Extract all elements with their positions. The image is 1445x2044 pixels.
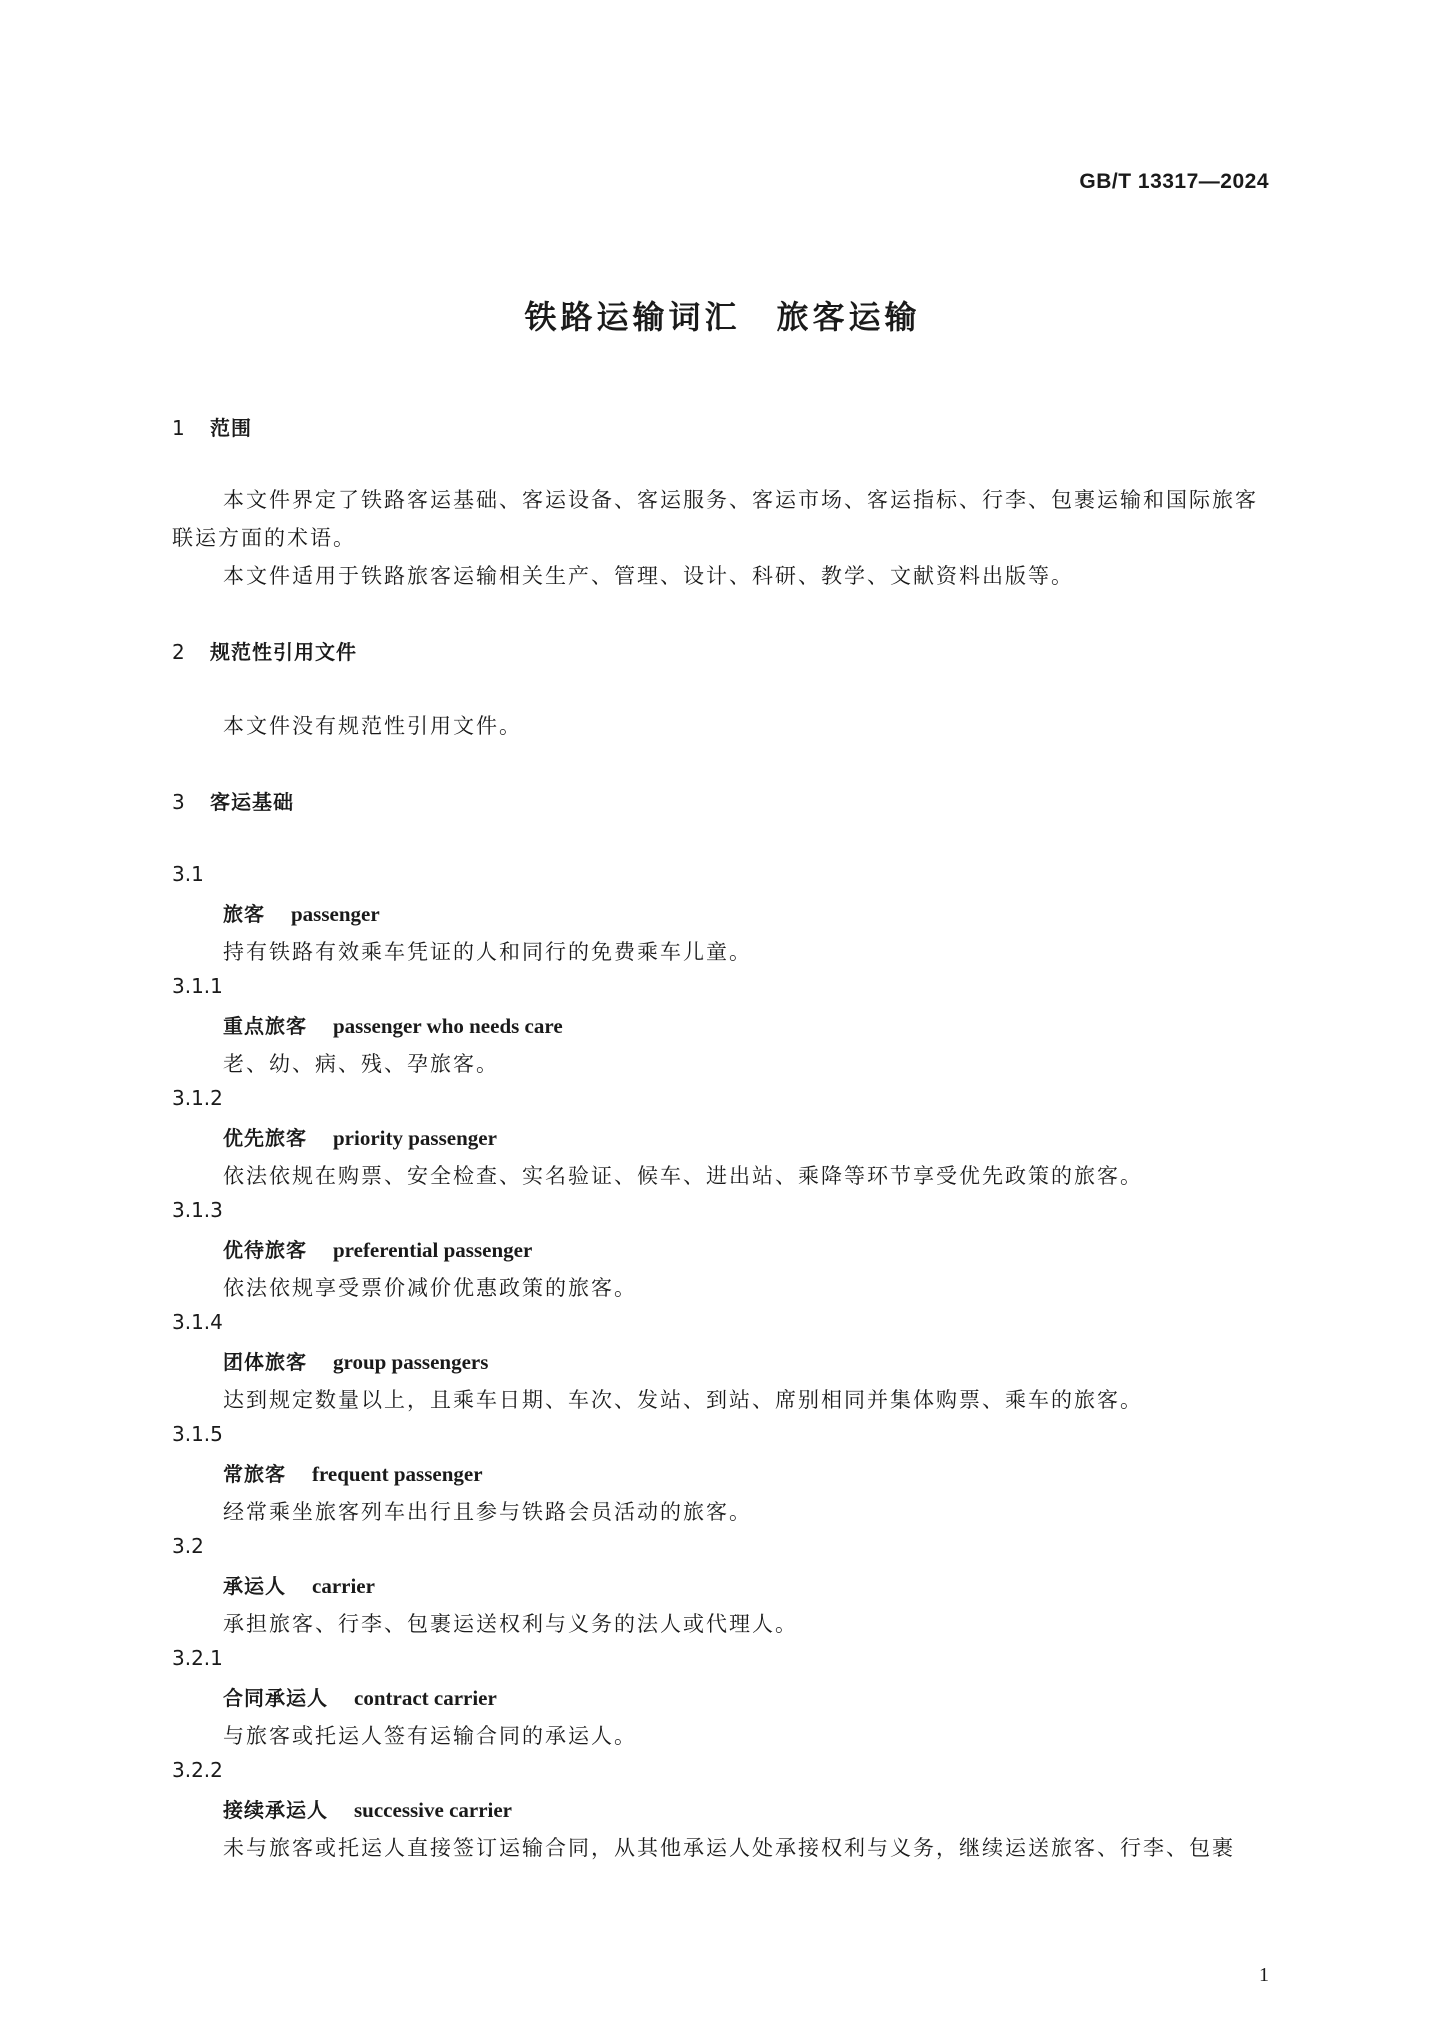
section-number: 1 bbox=[172, 416, 186, 440]
section-title: 规范性引用文件 bbox=[210, 640, 357, 664]
term-number: 3.2.2 bbox=[172, 1758, 223, 1782]
section-number: 3 bbox=[172, 790, 186, 814]
term-zh: 团体旅客 bbox=[223, 1350, 307, 1374]
document-title: 铁路运输词汇 旅客运输 bbox=[524, 298, 921, 336]
term-en: group passengers bbox=[333, 1350, 489, 1374]
term-number: 3.1.1 bbox=[172, 974, 223, 998]
section-heading-2 bbox=[172, 636, 357, 665]
term-entry bbox=[223, 1570, 375, 1599]
term-entry bbox=[223, 1458, 483, 1487]
term-number: 3.2.1 bbox=[172, 1646, 223, 1670]
term-zh: 重点旅客 bbox=[223, 1014, 307, 1038]
term-entry bbox=[223, 1010, 563, 1039]
term-zh: 常旅客 bbox=[223, 1462, 286, 1486]
term-definition: 老、幼、病、残、孕旅客。 bbox=[223, 1052, 499, 1076]
term-en: frequent passenger bbox=[312, 1462, 483, 1486]
section-number: 2 bbox=[172, 640, 186, 664]
term-definition: 与旅客或托运人签有运输合同的承运人。 bbox=[223, 1724, 637, 1748]
term-number: 3.1.2 bbox=[172, 1086, 223, 1110]
term-entry bbox=[223, 1234, 532, 1263]
scope-paragraph-1-cont: 联运方面的术语。 bbox=[172, 526, 356, 550]
term-zh: 接续承运人 bbox=[223, 1798, 328, 1822]
term-zh: 承运人 bbox=[223, 1574, 286, 1598]
section-title: 范围 bbox=[210, 416, 252, 440]
scope-paragraph-2: 本文件适用于铁路旅客运输相关生产、管理、设计、科研、教学、文献资料出版等。 bbox=[223, 564, 1074, 588]
term-number: 3.1 bbox=[172, 862, 204, 886]
term-zh: 旅客 bbox=[223, 902, 265, 926]
term-en: priority passenger bbox=[333, 1126, 497, 1150]
term-definition: 达到规定数量以上，且乘车日期、车次、发站、到站、席别相同并集体购票、乘车的旅客。 bbox=[223, 1388, 1143, 1412]
term-number: 3.1.3 bbox=[172, 1198, 223, 1222]
term-number: 3.2 bbox=[172, 1534, 204, 1558]
term-en: passenger who needs care bbox=[333, 1014, 563, 1038]
term-entry bbox=[223, 1122, 497, 1151]
term-entry bbox=[223, 1794, 512, 1823]
term-en: contract carrier bbox=[354, 1686, 497, 1710]
term-en: successive carrier bbox=[354, 1798, 513, 1822]
page-number: 1 bbox=[1259, 1964, 1269, 1986]
term-definition: 未与旅客或托运人直接签订运输合同，从其他承运人处承接权利与义务，继续运送旅客、行李、包裹 bbox=[223, 1836, 1235, 1860]
term-entry bbox=[223, 1346, 488, 1375]
section-heading-1 bbox=[172, 412, 252, 441]
normative-paragraph: 本文件没有规范性引用文件。 bbox=[223, 714, 522, 738]
term-definition: 依法依规在购票、安全检查、实名验证、候车、进出站、乘降等环节享受优先政策的旅客。 bbox=[223, 1164, 1143, 1188]
term-definition: 经常乘坐旅客列车出行且参与铁路会员活动的旅客。 bbox=[223, 1500, 752, 1524]
term-definition: 依法依规享受票价减价优惠政策的旅客。 bbox=[223, 1276, 637, 1300]
term-definition: 持有铁路有效乘车凭证的人和同行的免费乘车儿童。 bbox=[223, 940, 752, 964]
term-zh: 优先旅客 bbox=[223, 1126, 307, 1150]
term-definition: 承担旅客、行李、包裹运送权利与义务的法人或代理人。 bbox=[223, 1612, 798, 1636]
term-entry bbox=[223, 1682, 497, 1711]
term-number: 3.1.5 bbox=[172, 1422, 223, 1446]
standard-code: GB/T 13317—2024 bbox=[1079, 170, 1269, 193]
term-zh: 合同承运人 bbox=[223, 1686, 328, 1710]
term-number: 3.1.4 bbox=[172, 1310, 223, 1334]
term-en: preferential passenger bbox=[333, 1238, 533, 1262]
term-en: carrier bbox=[312, 1574, 375, 1598]
section-heading-3 bbox=[172, 786, 294, 815]
scope-paragraph-1: 本文件界定了铁路客运基础、客运设备、客运服务、客运市场、客运指标、行李、包裹运输和国际旅客 bbox=[223, 488, 1258, 512]
term-entry bbox=[223, 898, 380, 927]
term-en: passenger bbox=[291, 902, 380, 926]
term-zh: 优待旅客 bbox=[223, 1238, 307, 1262]
section-title: 客运基础 bbox=[210, 790, 294, 814]
